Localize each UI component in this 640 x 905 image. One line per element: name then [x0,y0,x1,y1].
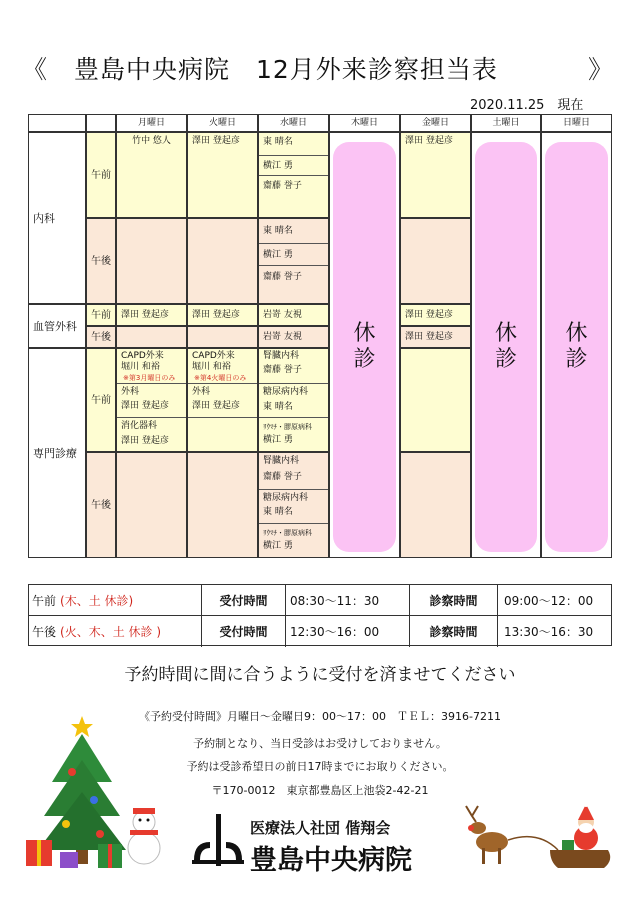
hours-pm-exam-label: 診察時間 [409,616,497,647]
day-header-sun: 日曜日 [541,114,612,132]
day-header-mon: 月曜日 [116,114,187,132]
doctor-name: 澤田 登起彦 [405,136,453,146]
doctor-name: 澤田 登起彦 [121,310,169,320]
day-header-sat: 土曜日 [471,114,541,132]
clinic-note: ※第4火曜日のみ [194,374,247,382]
cell-vascular-pm-fri [400,326,471,348]
hours-table [28,584,612,646]
doctor-name: 東 晴名 [263,402,293,412]
hours-pm-closed: (火、木、土 休診 ) [60,625,162,639]
dept-vascular: 血管外科 [28,304,86,348]
closed-label: 休診 [353,321,376,372]
cell-special-pm-fri [400,452,471,558]
cell-special-pm-wed [258,452,329,558]
doctor-name: 横江 勇 [263,435,293,445]
clinic-name: ﾘｳﾏﾁ・膠原病科 [259,417,328,452]
doctor-name: 齋藤 誉子 [263,472,302,482]
hours-am-label: 午前 [32,594,57,608]
clinic-name: 外科 [188,383,257,417]
hospital-logo-icon [190,812,246,868]
hours-am-exam: 09:00～12：00 [497,585,611,616]
doctor-name: 澤田 登起彦 [405,310,453,320]
doctor-name: 東 晴名 [263,137,293,147]
doctor-name: 澤田 登起彦 [121,401,169,411]
hours-pm-label: 午後 [32,625,57,639]
hours-am-reception: 08:30～11：30 [285,585,409,616]
clinic-name: CAPD外来 [121,351,164,361]
cell-special-am-wed [258,348,329,452]
policy-line-1: 予約制となり、当日受診はお受けしておりません。 [193,737,447,750]
doctor-name: 横江 勇 [259,243,328,265]
closed-label: 休診 [494,321,517,372]
doctor-name: 東 晴名 [263,226,293,236]
cell-vascular-pm-mon [116,326,187,348]
doctor-name: 齋藤 誉子 [259,175,328,195]
doctor-name: 横江 勇 [263,541,293,551]
title-bracket-open: 《 [22,55,48,84]
doctor-name: 岩嵜 友視 [263,310,302,320]
cell-internal-am-fri [400,132,471,218]
policy-line-2: 予約は受診希望日の前日17時までにお取りください。 [186,760,454,773]
clinic-name: 消化器科 [117,417,186,452]
cell-vascular-am-tue [187,304,258,326]
doctor-name: 竹中 悠人 [132,136,171,146]
hours-pm-reception-label: 受付時間 [201,616,285,647]
hours-row-pm [29,616,611,647]
clinic-name: CAPD外来 [192,351,235,361]
doctor-name: 澤田 登起彦 [192,401,240,411]
cell-special-pm-mon [116,452,187,558]
slot-internal-am: 午前 [86,132,116,218]
reception-notice: 予約時間に間に合うように受付を済ませてください [124,665,516,685]
doctor-name: 澤田 登起彦 [405,332,453,342]
doctor-name: 東 晴名 [263,507,293,517]
closed-saturday [475,142,537,552]
doctor-name: 齋藤 誉子 [259,265,328,287]
doctor-name: 齋藤 誉子 [263,365,302,375]
cell-internal-am-mon [116,132,187,218]
clinic-name: 腎臓内科 [263,351,300,361]
title-bracket-close: 》 [588,55,614,84]
cell-internal-am-tue [187,132,258,218]
cell-vascular-am-fri [400,304,471,326]
slot-vascular-am: 午前 [86,304,116,326]
hours-row-am [29,585,611,616]
cell-special-am-tue [187,348,258,452]
org-name: 医療法人社団 偕翔会 [250,819,391,837]
schedule-table [28,114,612,558]
closed-label: 休診 [565,321,588,372]
doctor-name: 澤田 登起彦 [192,136,240,146]
dept-special: 専門診療 [28,348,86,558]
address: 〒170-0012 東京都豊島区上池袋2-42-21 [211,784,429,797]
page-title [0,50,640,86]
santa-sleigh-icon [458,800,618,880]
doctor-name: 岩嵜 友視 [263,332,302,342]
doctor-name: 横江 勇 [259,155,328,175]
hours-am-reception-label: 受付時間 [201,585,285,616]
day-header-tue: 火曜日 [187,114,258,132]
cell-vascular-pm-wed [258,326,329,348]
slot-internal-pm: 午後 [86,218,116,304]
cell-internal-pm-fri [400,218,471,304]
clinic-name: 外科 [117,383,186,417]
cell-divider [188,417,257,452]
doctor-name: 堀川 和裕 [121,362,160,372]
christmas-tree-icon [22,712,172,874]
cell-special-am-fri [400,348,471,452]
day-header-thu: 木曜日 [329,114,400,132]
cell-special-pm-tue [187,452,258,558]
header-blank [28,114,86,132]
clinic-name: ﾘｳﾏﾁ・膠原病科 [259,523,328,558]
reservation-info: 《予約受付時間》月曜日～金曜日9：00～17：00 ＴＥＬ：3916-7211 [139,710,501,723]
as-of-date: 2020.11.25 現在 [470,98,584,113]
day-header-wed: 水曜日 [258,114,329,132]
cell-vascular-am-mon [116,304,187,326]
doctor-name: 澤田 登起彦 [192,310,240,320]
cell-internal-pm-tue [187,218,258,304]
cell-internal-am-wed [258,132,329,218]
clinic-note: ※第3月曜日のみ [123,374,176,382]
hospital-name: 豊島中央病院 [250,845,412,876]
hours-pm-reception: 12:30～16：00 [285,616,409,647]
hours-pm-label-cell [29,616,201,647]
clinic-name: 腎臓内科 [263,456,300,466]
cell-special-am-mon [116,348,187,452]
hours-pm-exam: 13:30～16：30 [497,616,611,647]
hours-am-closed: (木、土 休診) [60,594,134,608]
hours-am-exam-label: 診察時間 [409,585,497,616]
doctor-name: 堀川 和裕 [192,362,231,372]
hours-am-label-cell [29,585,201,616]
slot-vascular-pm: 午後 [86,326,116,348]
slot-special-pm: 午後 [86,452,116,558]
clinic-name: 糖尿病内科 [259,489,328,523]
dept-internal: 内科 [28,132,86,304]
title-text: 豊島中央病院 12月外来診察担当表 [74,55,498,84]
doctor-name: 澤田 登起彦 [121,436,169,446]
day-header-fri: 金曜日 [400,114,471,132]
clinic-name: 糖尿病内科 [259,383,328,417]
header-blank-slot [86,114,116,132]
cell-internal-pm-mon [116,218,187,304]
cell-vascular-pm-tue [187,326,258,348]
closed-thursday [333,142,396,552]
cell-vascular-am-wed [258,304,329,326]
slot-special-am: 午前 [86,348,116,452]
cell-internal-pm-wed [258,218,329,304]
closed-sunday [545,142,608,552]
